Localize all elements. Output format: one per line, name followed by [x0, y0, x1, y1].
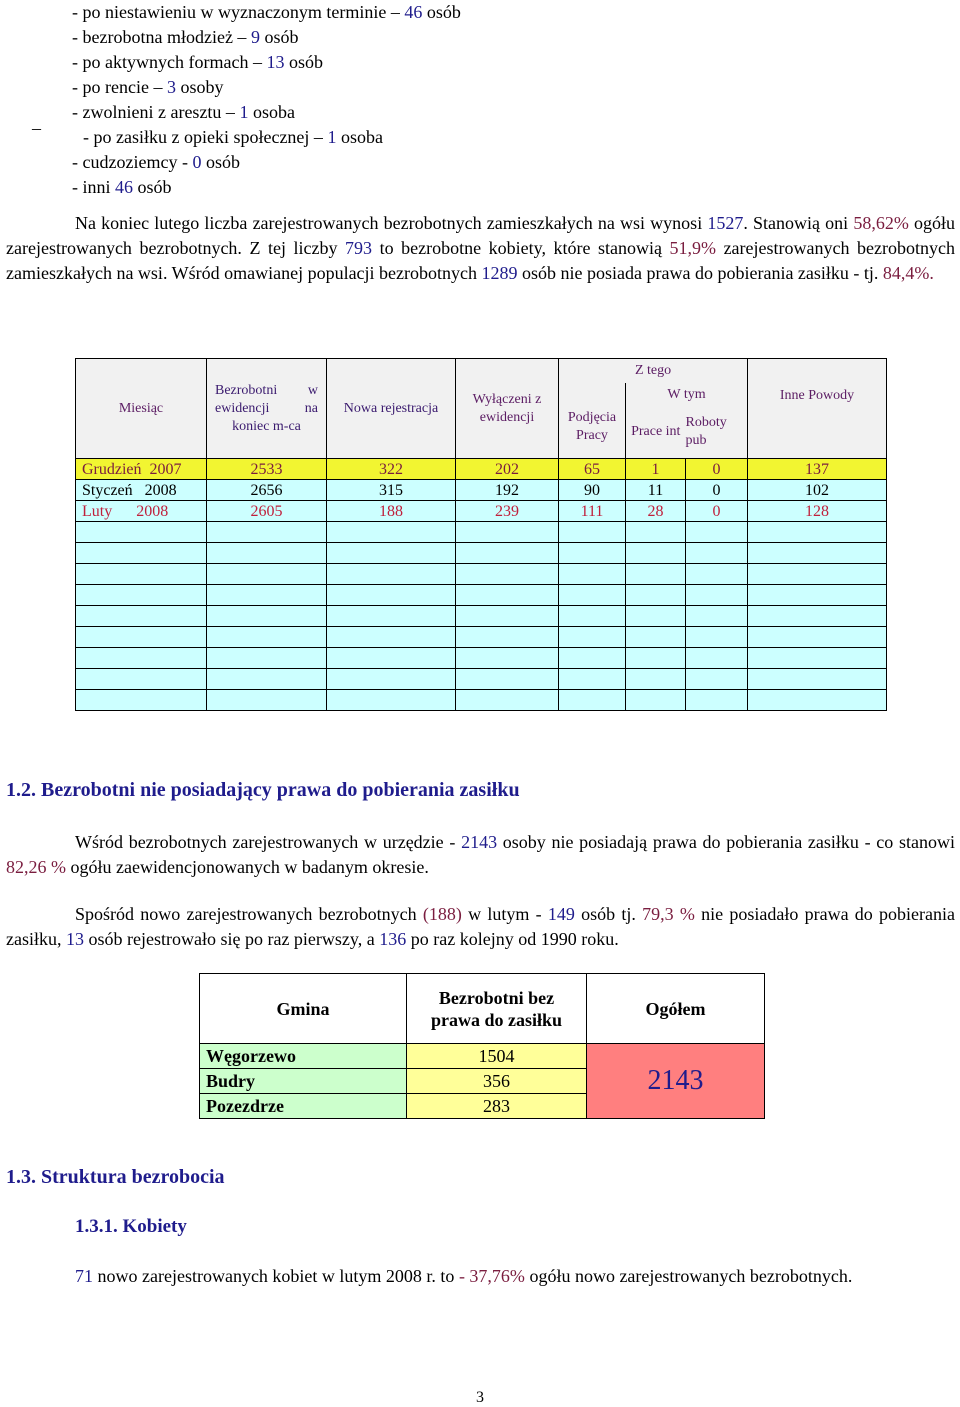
cell-removed: 202 [456, 459, 559, 480]
list-item: - zwolnieni z aresztu – 1 osoba [72, 102, 295, 122]
cell-other: 128 [748, 501, 887, 522]
empty-row [76, 690, 887, 711]
row-label: Luty 2008 [76, 501, 207, 522]
section-heading-1-3: 1.3. Struktura bezrobocia [6, 1166, 225, 1188]
list-item: - po rencie – 3 osoby [72, 77, 224, 97]
empty-row [76, 585, 887, 606]
empty-row [76, 564, 887, 585]
cell-new: 315 [327, 480, 456, 501]
header-other-reasons: Inne Powody [748, 359, 887, 459]
table-row [76, 501, 887, 522]
section-heading-1-3-1: 1.3.1. Kobiety [75, 1216, 187, 1237]
municipality-table [199, 973, 765, 1119]
list-item: - po zasiłku z opieki społecznej – 1 osoba [83, 127, 383, 147]
table-row [200, 1044, 765, 1069]
bullet-list [72, 0, 461, 200]
header-of-which: Z tego [559, 359, 748, 383]
cell-value: 1504 [407, 1044, 587, 1069]
empty-row [76, 543, 887, 564]
paragraph-rural: Na koniec lutego liczba zarejestrowanych bezrobotnych zamieszkałych na wsi wynosi 1527. Stanowią oni 58,62% ogółu zarejestrowanych bezrobotnych. Z tej liczby 793 to bezrobotne kobiety, które stanowią 51,9% zarejestrowanych bezrobotnych zamieszkałych na wsi. Wśród omawianej populacji bezrobotnych 1289 osób nie posiada prawa do pobierania zasiłku - tj. 84,4%. [6, 213, 955, 283]
header-total: Ogółem [587, 974, 765, 1044]
monthly-flow-table [75, 358, 887, 711]
cell-gmina: Pozezdrze [200, 1094, 407, 1119]
cell-other: 102 [748, 480, 887, 501]
paragraph-new-registered: Spośród nowo zarejestrowanych bezrobotnych (188) w lutym - 149 osób tj. 79,3 % nie posiadało prawa do pobierania zasiłku, 13 osób rejestrowało się po raz pierwszy, a 136 po raz kolejny od 1990 roku. [6, 904, 956, 949]
cell-other: 137 [748, 459, 887, 480]
cell-registered: 2656 [207, 480, 327, 501]
list-item: - po aktywnych formach – 13 osób [72, 52, 323, 72]
empty-row [76, 606, 887, 627]
list-item: - bezrobotna młodzież – 9 osób [72, 27, 299, 47]
row-label: Grudzień 2007 [76, 459, 207, 480]
cell-registered: 2533 [207, 459, 327, 480]
table-row [76, 459, 887, 480]
cell-removed: 192 [456, 480, 559, 501]
header-registered: Bezrobotni w ewidencji na koniec m-ca [207, 359, 327, 459]
cell-value: 356 [407, 1069, 587, 1094]
cell-public-work: 0 [686, 459, 748, 480]
cell-value: 283 [407, 1094, 587, 1119]
cell-new: 322 [327, 459, 456, 480]
cell-jobs: 90 [559, 480, 626, 501]
header-removed: Wyłączeni z ewidencji [456, 359, 559, 459]
cell-int-work: 11 [626, 480, 686, 501]
list-item: - inni 46 osób [72, 177, 172, 197]
header-jobs: Podjęcia Pracy [559, 383, 626, 459]
list-item: - po niestawieniu w wyznaczonym terminie – 46 osób [72, 2, 461, 22]
empty-row [76, 648, 887, 669]
header-new-registration: Nowa rejestracja [327, 359, 456, 459]
cell-gmina: Budry [200, 1069, 407, 1094]
total-value: 2143 [587, 1044, 765, 1119]
paragraph-women: 71 nowo zarejestrowanych kobiet w lutym 2008 r. to - 37,76% ogółu nowo zarejestrowanych bezrobotnych. [75, 1266, 853, 1286]
cell-int-work: 1 [626, 459, 686, 480]
empty-row [76, 627, 887, 648]
page-number: 3 [476, 1389, 484, 1406]
cell-jobs: 111 [559, 501, 626, 522]
header-gmina: Gmina [200, 974, 407, 1044]
cell-jobs: 65 [559, 459, 626, 480]
cell-int-work: 28 [626, 501, 686, 522]
cell-new: 188 [327, 501, 456, 522]
bullet-dash: – [32, 118, 41, 138]
header-month: Miesiąc [76, 359, 207, 459]
cell-public-work: 0 [686, 480, 748, 501]
header-int-work: Prace int [626, 407, 686, 459]
empty-row [76, 522, 887, 543]
empty-row [76, 669, 887, 690]
header-including: W tym [626, 383, 748, 407]
header-without-benefit: Bezrobotni bez prawa do zasiłku [407, 974, 587, 1044]
section-heading-1-2: 1.2. Bezrobotni nie posiadający prawa do pobierania zasiłku [6, 779, 520, 801]
header-public-work: Roboty pub [686, 407, 748, 459]
row-label: Styczeń 2008 [76, 480, 207, 501]
cell-gmina: Węgorzewo [200, 1044, 407, 1069]
cell-public-work: 0 [686, 501, 748, 522]
cell-registered: 2605 [207, 501, 327, 522]
cell-removed: 239 [456, 501, 559, 522]
list-item: - cudzoziemcy - 0 osób [72, 152, 240, 172]
table-row [76, 480, 887, 501]
paragraph-no-benefit: Wśród bezrobotnych zarejestrowanych w urzędzie - 2143 osoby nie posiadają prawa do pobierania zasiłku - co stanowi 82,26 % ogółu zaewidencjonowanych w badanym okresie. [6, 832, 955, 877]
